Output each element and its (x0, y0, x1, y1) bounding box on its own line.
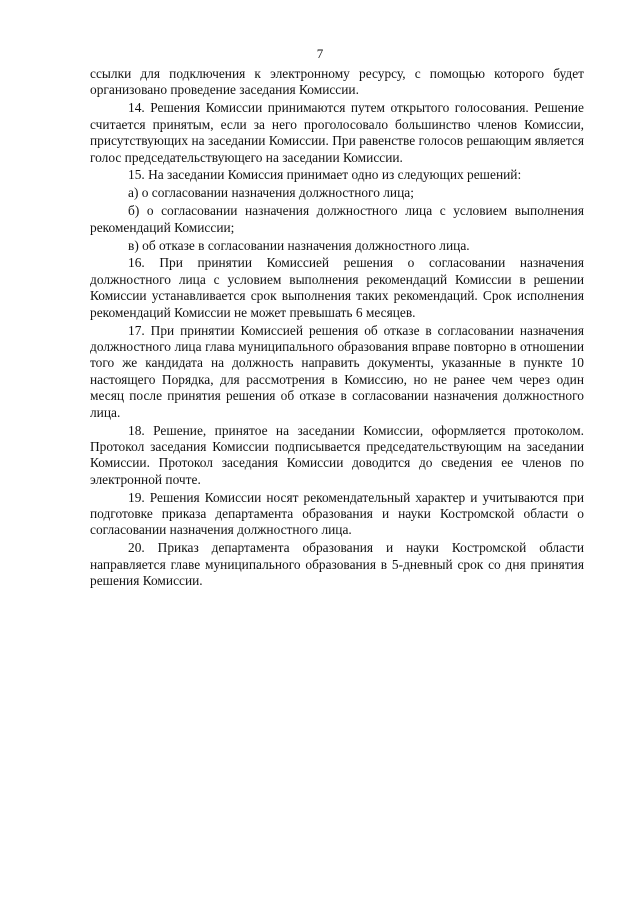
paragraph-17: 17. При принятии Комиссией решения об отказе в согласовании назначения должностного лица глава муниципального образования вправе повторно в отношении того же кандидата на должность направить документы, указанные в пункте 10 настоящего Порядка, для рассмотрения в Комиссию, но не ранее чем через один месяц после принятия решения об отказе в согласовании назначения должностного лица. (90, 322, 584, 420)
paragraph-15-a: а) о согласовании назначения должностного лица; (128, 185, 414, 201)
paragraph-19: 19. Решения Комиссии носят рекомендательный характер и учитываются при подготовке приказа департамента образования и науки Костромской области о согласовании назначения должностного лица. (90, 489, 584, 538)
paragraph-15-c: в) об отказе в согласовании назначения должностного лица. (128, 237, 470, 253)
paragraph-18: 18. Решение, принятое на заседании Комиссии, оформляется протоколом. Протокол заседания Комиссии подписывается председательствующим на заседании Комиссии. Протокол заседания Комиссии доводится до сведения ее членов по электронной почте. (90, 422, 584, 487)
paragraph-continuation: ссылки для подключения к электронному ресурсу, с помощью которого будет организовано проведение заседания Комиссии. (90, 66, 584, 98)
paragraph-20: 20. Приказ департамента образования и науки Костромской области направляется главе муниципального образования в 5-дневный срок со дня принятия решения Комиссии. (90, 540, 584, 589)
paragraph-14: 14. Решения Комиссии принимаются путем открытого голосования. Решение считается принятым, если за него проголосовало большинство членов Комиссии, присутствующих на заседании Комиссии. При равенстве голосов решающим является голос председательствующего на заседании Комиссии. (90, 100, 584, 165)
document-body (90, 66, 584, 591)
paragraph-15: 15. На заседании Комиссия принимает одно из следующих решений: (128, 167, 522, 183)
paragraph-15-b: б) о согласовании назначения должностного лица с условием выполнения рекомендаций Комиссии; (90, 203, 584, 235)
paragraph-16: 16. При принятии Комиссией решения о согласовании назначения должностного лица с условием выполнения рекомендаций Комиссии в решении Комиссии устанавливается срок выполнения таких рекомендаций. Срок исполнения рекомендаций Комиссии не может превышать 6 месяцев. (90, 255, 584, 320)
page-number: 7 (316, 46, 324, 61)
